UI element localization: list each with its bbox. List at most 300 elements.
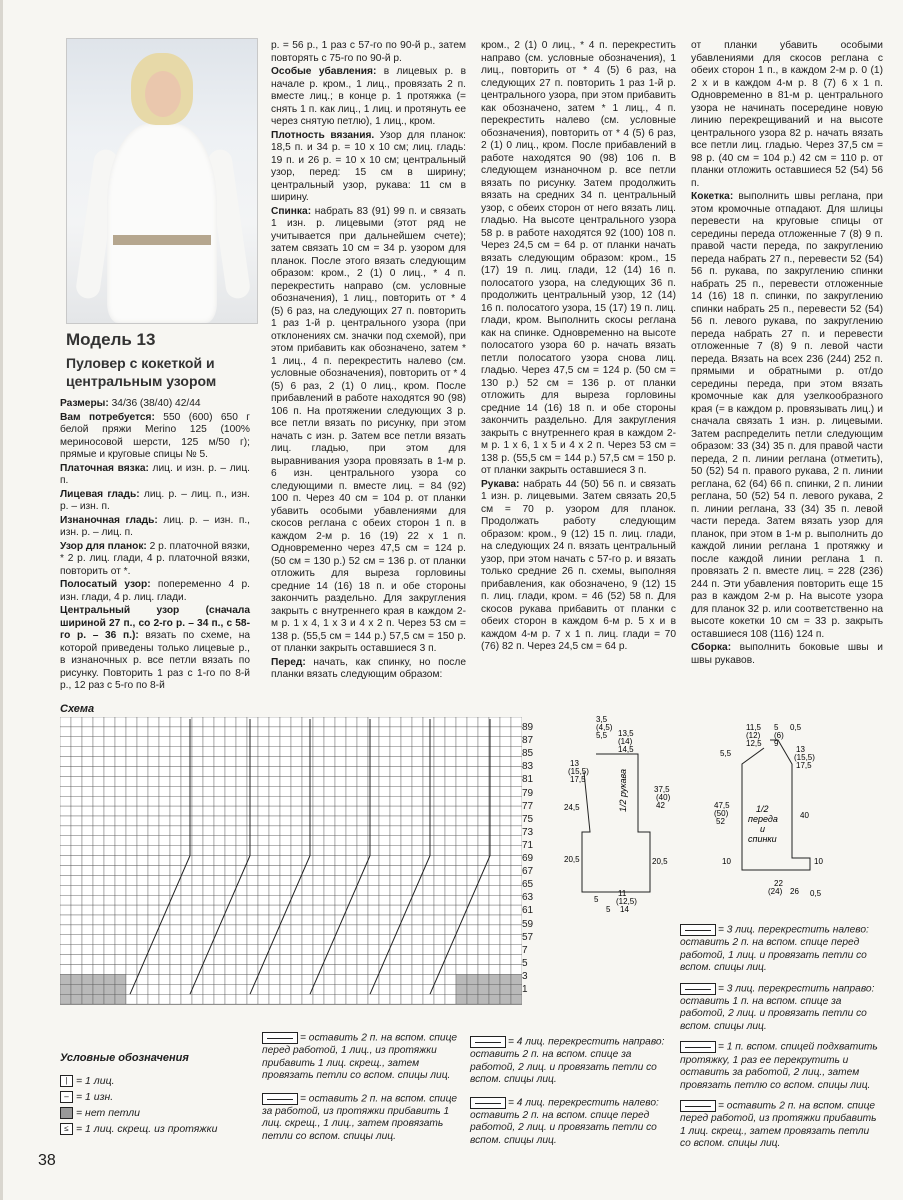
chart-cell [412,786,423,796]
special-label: Особые убавления: [271,66,377,77]
chart-cell [137,806,148,816]
chart-cell [148,717,159,727]
chart-cell [467,945,478,955]
chart-cell [137,974,148,984]
chart-cell [489,806,500,816]
chart-cell [390,866,401,876]
chart-cell [148,846,159,856]
chart-cell [71,717,82,727]
chart-cell [324,786,335,796]
chart-cell [401,935,412,945]
chart-cell [511,945,522,955]
sleeve-m4: (14) [618,737,633,746]
chart-cell [247,856,258,866]
chart-cell [258,905,269,915]
chart-cell [423,767,434,777]
chart-cell [71,935,82,945]
chart-cell [346,925,357,935]
chart-cell [181,925,192,935]
chart-cell [258,757,269,767]
chart-cell [478,806,489,816]
chart-cell [324,717,335,727]
chart-cell [104,935,115,945]
chart-cell [335,786,346,796]
chart-cell [368,925,379,935]
chart-cell [412,846,423,856]
chart-cell [214,836,225,846]
chart-cell [192,915,203,925]
chart-cell [203,895,214,905]
chart-cell [511,984,522,994]
chart-cell [456,945,467,955]
chart-cell [247,717,258,727]
purl-icon: – [60,1091,73,1103]
chart-cell [82,806,93,816]
chart-cell [269,717,280,727]
chart-cell [247,786,258,796]
chart-cell [401,747,412,757]
sleeve-m9: 37,5 [654,785,670,794]
chart-cell [412,816,423,826]
chart-cell [60,965,71,975]
chart-cell [346,767,357,777]
chart-cell [500,935,511,945]
chart-cell [478,915,489,925]
chart-cell [280,945,291,955]
sizes-label: Размеры: [60,398,109,409]
chart-cell [467,955,478,965]
chart-cell [247,747,258,757]
chart-cell [236,786,247,796]
chart-cell [280,757,291,767]
chart-cell [511,856,522,866]
chart-cell [302,806,313,816]
chart-cell [269,757,280,767]
cable-right-3-icon [680,983,716,995]
chart-cell [60,935,71,945]
chart-cell [137,885,148,895]
legend-right-item: = оставить 2 п. на вспом. спице перед работой, из протяжки прибавить 1 лиц. скрещ., затем провязать петли со вспом. спицы лиц. [680,1100,877,1150]
sleeve-label: 1/2 рукава [618,769,628,812]
chart-cell [192,875,203,885]
sleeve-pattern [560,712,680,912]
chart-cell [456,994,467,1004]
chart-cell [82,994,93,1004]
chart-cell [302,994,313,1004]
chart-cell [324,856,335,866]
body-m4: (6) [774,731,784,740]
stripes-value: попеременно 4 р. изн. глади, 4 р. лиц. глади. [60,579,251,603]
chart-cell [434,935,445,945]
chart-cell [467,806,478,816]
chart-cell [170,806,181,816]
chart-cell [181,895,192,905]
chart-cell [445,915,456,925]
chart-cell [324,955,335,965]
chart-cell [346,717,357,727]
chart-cell [445,776,456,786]
chart-cell [357,955,368,965]
chart-cell [346,915,357,925]
chart-cell [434,826,445,836]
chart-cell [192,856,203,866]
chart-cell [280,955,291,965]
chart-cell [401,984,412,994]
chart-cell [137,776,148,786]
chart-cell [192,717,203,727]
chart-cell [500,955,511,965]
chart-cell [280,974,291,984]
chart-cell [225,727,236,737]
chart-cell [302,767,313,777]
chart-cell [82,727,93,737]
chart-cell [302,747,313,757]
chart-cell [126,984,137,994]
chart-cell [390,796,401,806]
chart-cell [258,826,269,836]
chart-cell [170,974,181,984]
chart-cell [214,727,225,737]
row-number: 71 [522,839,534,851]
chart-cell [467,925,478,935]
body-m5: 9 [774,739,779,748]
chart-cell [489,965,500,975]
chart-cell [291,846,302,856]
chart-cell [181,974,192,984]
chart-cell [390,945,401,955]
chart-cell [104,747,115,757]
model-photo [66,38,258,324]
chart-cell [148,885,159,895]
chart-cell [335,984,346,994]
chart-cell [390,885,401,895]
chart-cell [104,786,115,796]
chart-cell [104,727,115,737]
chart-cell [159,856,170,866]
chart-cell [192,796,203,806]
chart-cell [346,727,357,737]
chart-cell [456,717,467,727]
chart-cell [280,846,291,856]
chart-cell [192,737,203,747]
chart-cell [82,717,93,727]
garter-label: Платочная вязка: [60,462,149,474]
chart-cell [423,846,434,856]
chart-cell [181,885,192,895]
chart-cell [269,915,280,925]
chart-cell [456,895,467,905]
chart-cell [445,935,456,945]
chart-cell [302,885,313,895]
chart-cell [104,974,115,984]
chart-cell [181,915,192,925]
chart-cell [346,984,357,994]
chart-cell [203,875,214,885]
cable-left-4-icon [470,1097,506,1109]
chart-cell [192,925,203,935]
chart-cell [346,994,357,1004]
chart-cell [412,945,423,955]
body-m13: 52 [716,817,725,826]
chart-cell [247,885,258,895]
chart-cell [412,965,423,975]
chart-cell [93,806,104,816]
chart-cell [390,836,401,846]
chart-cell [258,786,269,796]
chart-cell [115,935,126,945]
chart-cell [159,955,170,965]
chart-cell [500,786,511,796]
chart-cell [280,836,291,846]
chart-cell [313,806,324,816]
chart-cell [357,974,368,984]
text-column-4 [691,40,883,668]
chart-cell [60,757,71,767]
chart-cell [170,856,181,866]
chart-cell [357,846,368,856]
stripes-label: Полосатый узор: [60,579,151,590]
chart-cell [302,905,313,915]
chart-cell [478,885,489,895]
chart-cell [357,717,368,727]
chart-cell [148,776,159,786]
chart-cell [423,945,434,955]
chart-cell [148,955,159,965]
chart-cell [423,925,434,935]
chart-cell [445,816,456,826]
chart-cell [203,806,214,816]
chart-cell [401,965,412,975]
chart-cell [236,965,247,975]
chart-cell [269,826,280,836]
chart-cell [489,895,500,905]
chart-cell [401,767,412,777]
chart-cell [324,965,335,975]
chart-cell [511,836,522,846]
chart-cell [313,786,324,796]
chart-cell [82,747,93,757]
cable-increase-back-icon [262,1093,298,1105]
chart-cell [181,994,192,1004]
chart-cell [445,717,456,727]
body-m20: 0,5 [810,889,822,898]
chart-cell [159,717,170,727]
sleeve-m2: 5,5 [596,731,608,740]
chart-cell [104,955,115,965]
chart-cell [335,974,346,984]
chart-cell [423,915,434,925]
chart-cell [115,806,126,816]
chart-cell [379,717,390,727]
chart-cell [357,826,368,836]
chart-cell [93,965,104,975]
chart-cell [115,717,126,727]
chart-cell [269,895,280,905]
chart-cell [489,826,500,836]
chart-cell [170,905,181,915]
chart-cell [115,994,126,1004]
text-column-2 [271,40,466,683]
chart-cell [192,895,203,905]
chart-cell [71,905,82,915]
chart-cell [434,806,445,816]
chart-cell [93,757,104,767]
chart-cell [214,767,225,777]
chart-grid [60,717,522,1004]
chart-cell [445,974,456,984]
chart-cell [159,875,170,885]
chart-cell [60,836,71,846]
materials-value: 550 (600) 650 г белой пряжи Merino 125 (100% мериносовой шерсти, 125 м/50 г); прямые и круговые спицы № 5. [60,411,250,460]
chart-cell [82,796,93,806]
chart-cell [445,895,456,905]
chart-cell [258,776,269,786]
chart-cell [192,826,203,836]
legend-item: – = 1 изн. [60,1089,217,1105]
chart-cell [203,974,214,984]
chart-cell [214,796,225,806]
chart-cell [313,717,324,727]
chart-cell [489,786,500,796]
chart-cell [236,737,247,747]
chart-cell [115,875,126,885]
chart-cell [203,717,214,727]
chart-cell [401,846,412,856]
body-m18: (24) [768,887,783,896]
chart-cell [280,885,291,895]
chart-cell [346,895,357,905]
sleeve-m5: 14,5 [618,745,634,754]
chart-cell [313,757,324,767]
chart-cell [82,866,93,876]
chart-cell [346,945,357,955]
chart-cell [258,836,269,846]
chart-cell [60,826,71,836]
chart-cell [302,786,313,796]
chart-cell [214,885,225,895]
chart-cell [357,994,368,1004]
chart-cell [324,776,335,786]
chart-cell [456,875,467,885]
chart-cell [82,974,93,984]
chart-cell [313,915,324,925]
chart-cell [368,885,379,895]
chart-cell [412,856,423,866]
chart-cell [489,836,500,846]
chart-cell [313,826,324,836]
chart-cell [93,767,104,777]
chart-cell [247,935,258,945]
chart-cell [247,796,258,806]
chart-cell [269,866,280,876]
chart-cell [467,796,478,806]
chart-cell [368,895,379,905]
chart-cell [445,747,456,757]
chart-cell [148,826,159,836]
schema-label: Схема [60,703,95,715]
chart-cell [203,925,214,935]
chart-cell [346,786,357,796]
chart-cell [489,866,500,876]
chart-cell [192,846,203,856]
chart-cell [489,747,500,757]
chart-cell [236,757,247,767]
chart-cell [500,776,511,786]
chart-cell [225,767,236,777]
chart-cell [159,974,170,984]
chart-cell [236,806,247,816]
chart-cell [115,776,126,786]
row-number: 87 [522,735,534,747]
chart-cell [236,974,247,984]
chart-cell [225,974,236,984]
chart-cell [82,846,93,856]
chart-cell [148,737,159,747]
chart-cell [93,816,104,826]
chart-cell [269,984,280,994]
chart-cell [236,836,247,846]
chart-cell [104,994,115,1004]
chart-cell [456,826,467,836]
chart-cell [269,974,280,984]
chart-cell [478,895,489,905]
chart-cell [115,945,126,955]
chart-cell [170,866,181,876]
chart-cell [401,875,412,885]
chart-cell [214,747,225,757]
chart-cell [379,935,390,945]
chart-cell [456,737,467,747]
chart-cell [280,816,291,826]
chart-cell [170,925,181,935]
chart-cell [368,955,379,965]
chart-cell [401,885,412,895]
chart-cell [291,826,302,836]
chart-cell [423,994,434,1004]
chart-cell [71,994,82,1004]
chart-cell [170,747,181,757]
chart-cell [379,866,390,876]
chart-cell [511,925,522,935]
chart-cell [148,895,159,905]
chart-cell [445,757,456,767]
chart-cell [357,984,368,994]
chart-cell [93,796,104,806]
chart-cell [500,846,511,856]
chart-cell [192,747,203,757]
chart-cell [280,935,291,945]
chart-cell [379,836,390,846]
chart-cell [126,915,137,925]
chart-cell [324,915,335,925]
chart-cell [401,717,412,727]
chart-cell [357,816,368,826]
chart-cell [390,875,401,885]
chart-cell [434,727,445,737]
legend-mid2-item: = 4 лиц. перекрестить направо: оставить 2 п. на вспом. спице за работой, 2 лиц. и провязать петли со вспом. спицы лиц. [470,1036,665,1086]
chart-cell [434,846,445,856]
chart-cell [60,994,71,1004]
legend-item: ≤ = 1 лиц. скрещ. из протяжки [60,1121,217,1137]
chart-cell [467,816,478,826]
chart-cell [335,945,346,955]
chart-cell [148,836,159,846]
row-number: 75 [522,813,534,825]
chart-cell [148,965,159,975]
chart-cell [379,905,390,915]
chart-cell [60,895,71,905]
chart-cell [203,757,214,767]
